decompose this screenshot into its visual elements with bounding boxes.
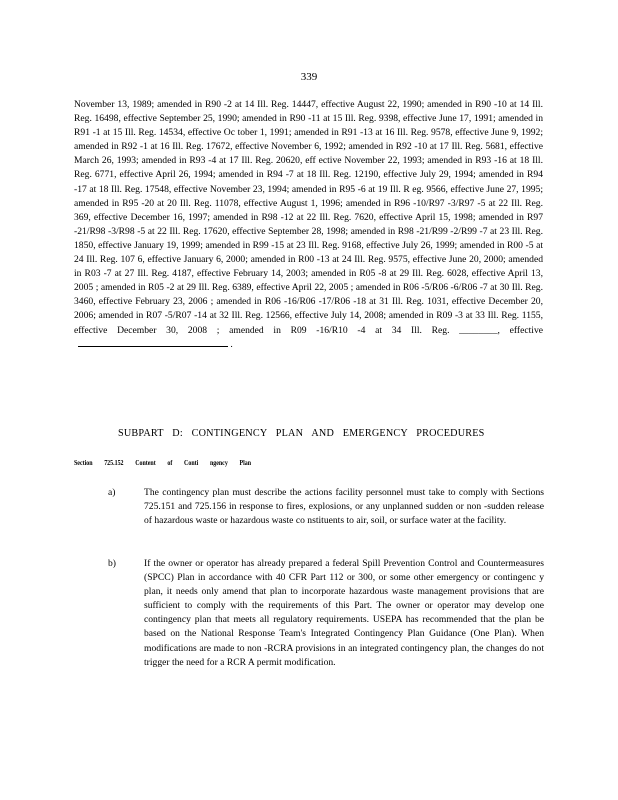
paragraph-a — [108, 486, 544, 528]
paragraph-b-marker: b) — [108, 558, 116, 569]
history-end-mark: . — [230, 338, 233, 350]
subpart-heading: SUBPART D: CONTINGENCY PLAN AND EMERGENCY PROCEDURES — [118, 428, 485, 439]
paragraph-b — [108, 557, 544, 670]
paragraph-a-text: The contingency plan must describe the actions facility personnel must take to comply with Sections 725.151 and 725.156 in response to fires, explosions, or any unplanned sudden or non -sudden release of hazardous waste or hazardous waste co nstituents to air, soil, or surface water at the facility. — [144, 487, 544, 527]
effective-date-blank — [78, 338, 228, 347]
source-history-note — [74, 98, 543, 352]
page-number: 339 — [300, 71, 318, 83]
section-heading: Section 725.152 Content of Conti ngency Plan — [74, 459, 252, 467]
history-text: November 13, 1989; amended in R90 -2 at 14 Ill. Reg. 14447, effective August 22, 1990; amended in R90 -10 at 14 Ill. Reg. 16498, effective September 25, 1990; amended in R90 -11 at 15 Ill. Reg. 9398, effective June 17, 1991; amended in R91 -1 at 15 Ill. Reg. 14534, effective Oc tober 1, 1991; amended in R91 -13 at 16 Ill. Reg. 9578, effective June 9, 1992; amended in R92 -1 at 16 Ill. Reg. 17672, effective November 6, 1992; amended in R92 -10 at 17 Ill. Reg. 5681, effective March 26, 1993; amended in R93 -4 at 17 Ill. Reg. 20620, eff ective November 22, 1993; amended in R93 -16 at 18 Ill. Reg. 6771, effective April 26, 1994; amended in R94 -7 at 18 Ill. Reg. 12190, effective July 29, 1994; amended in R94 -17 at 18 Ill. Reg. 17548, effective November 23, 1994; amended in R95 -6 at 19 Ill. R eg. 9566, effective June 27, 1995; amended in R95 -20 at 20 Ill. Reg. 11078, effective August 1, 1996; amended in R96 -10/R97 -3/R97 -5 at 22 Ill. Reg. 369, effective December 16, 1997; amended in R98 -12 at 22 Ill. Reg. 7620, effective April 15, 1998; amended in R97 -21/R98 -3/R98 -5 at 22 Ill. Reg. 17620, effective September 28, 1998; amended in R98 -21/R99 -2/R99 -7 at 23 Ill. Reg. 1850, effective January 19, 1999; amended in R99 -15 at 23 Ill. Reg. 9168, effective July 26, 1999; amended in R00 -5 at 24 Ill. Reg. 107 6, effective January 6, 2000; amended in R00 -13 at 24 Ill. Reg. 9575, effective June 20, 2000; amended in R03 -7 at 27 Ill. Reg. 4187, effective February 14, 2003; amended in R05 -8 at 29 Ill. Reg. 6028, effective April 13, 2005 ; amended in R05 -2 at 29 Ill. Reg. 6389, effective April 22, 2005 ; amended in R06 -5/R06 -6/R06 -7 at 30 Ill. Reg. 3460, effective February 23, 2006 ; amended in R06 -16/R06 -17/R06 -18 at 31 Ill. Reg. 1031, effective December 20, 2006; amended in R07 -5/R07 -14 at 32 Ill. Reg. 12566, effective July 14, 2008; amended in R09 -3 at 33 Ill. Reg. 1155, effective December 30, 2008 ; amended in R09 -16/R10 -4 at 34 Ill. Reg. ________, effective — [74, 99, 543, 336]
paragraph-a-marker: a) — [108, 487, 116, 498]
paragraph-b-text: If the owner or operator has already prepared a federal Spill Prevention Control and Countermeasures (SPCC) Plan in accordance with 40 CFR Part 112 or 300, or some other emergency or contingenc y plan, it needs only amend that plan to incorporate hazardous waste management provisions that are sufficient to comply with the requirements of this Part. The owner or operator may develop one contingency plan that meets all regulatory requirements. USEPA has recommended that the plan be based on the National Response Team's Integrated Contingency Plan Guidance (One Plan). When modifications are made to non -RCRA provisions in an integrated contingency plan, the changes do not trigger the need for a RCR A permit modification. — [144, 558, 544, 668]
